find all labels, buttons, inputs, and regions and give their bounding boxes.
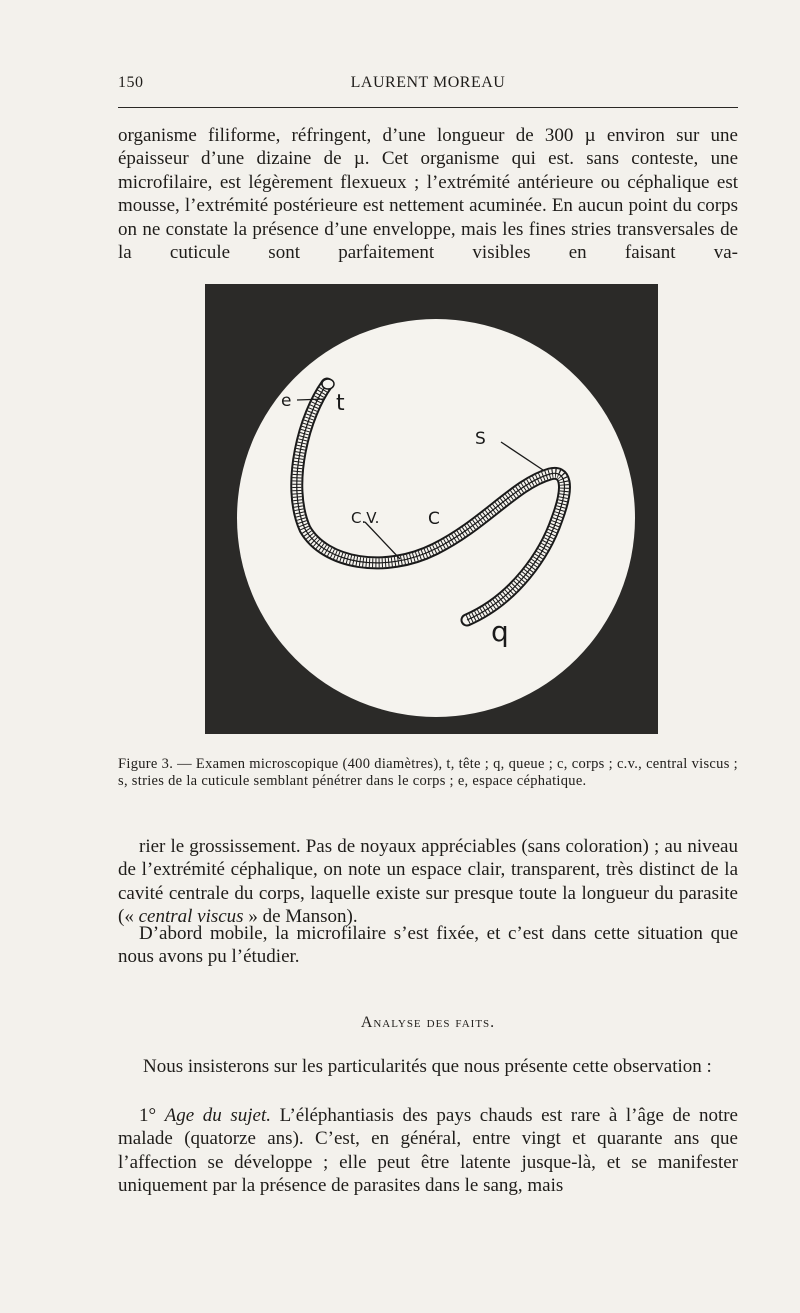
paragraph-2-text-a: rier le grossissement. Pas de noyaux appréciables (sans coloration) ; au niveau de l’extrémité céphalique, on note un espace clair, transparent, très distinct de la cavité centrale du corps, laquelle existe sur presque toute la longueur du parasite («: [118, 836, 738, 928]
label-cv: C.V.: [351, 509, 380, 527]
paragraph-5-number: 1°: [139, 1105, 157, 1126]
page-number: 150: [118, 74, 144, 91]
figure-caption: Figure 3. — Examen microscopique (400 diamètres), t, tête ; q, queue ; c, corps ; c.v., central viscus ; s, stries de la cuticule semblant pénétrer dans le corps ; e, espace céphatique.: [118, 756, 738, 789]
running-head: LAURENT MOREAU: [350, 74, 506, 91]
header-rule: [118, 107, 738, 108]
section-title: [118, 1014, 738, 1032]
label-t: t: [336, 391, 345, 416]
microscope-figure: [205, 284, 658, 734]
label-e: e: [281, 391, 292, 411]
paragraph-5-lead: Age du sujet.: [164, 1105, 272, 1126]
paragraph-5: [118, 1104, 738, 1198]
microfilaria-head: [322, 379, 334, 389]
paragraph-1: organisme filiforme, réfringent, d’une longueur de 300 µ environ sur une épaisseur d’une dizaine de µ. Cet organisme qui est. sans conteste, une microfilaire, est légèrement flexueux ; l’extrémité antérieure ou céphalique est mousse, l’extrémité postérieure est nettement acuminée. En aucun point du corps on ne constate la présence d’une enveloppe, mais les fines stries transversales de la cuticule sont parfaitement visibles en faisant va-: [118, 125, 738, 264]
label-q: q: [491, 615, 509, 648]
label-c: C: [428, 509, 440, 529]
paragraph-3: D’abord mobile, la microfilaire s’est fixée, et c’est dans cette situation que nous avons pu l’étudier.: [118, 923, 738, 968]
paragraph-2-text-b: » de Manson).: [243, 906, 358, 928]
paragraph-4: Nous insisterons sur les particularités que nous présente cette observation :: [143, 1056, 712, 1077]
microscope-field-illustration: [205, 284, 658, 734]
paragraph-2: [118, 835, 738, 929]
paragraph-2-emphasis: central viscus: [138, 906, 244, 928]
paragraph-5-text: L’éléphantiasis des pays chauds est rare à l’âge de notre malade (quatorze ans). C’est, en général, entre vingt et quarante ans que l’affection se développe ; elle peut être latente jusque-là, et se manifester uniquement par la présence de parasites dans le sang, mais: [118, 1105, 738, 1197]
section-title-text: Analyse des faits.: [360, 1014, 496, 1031]
label-s: S: [475, 429, 486, 449]
